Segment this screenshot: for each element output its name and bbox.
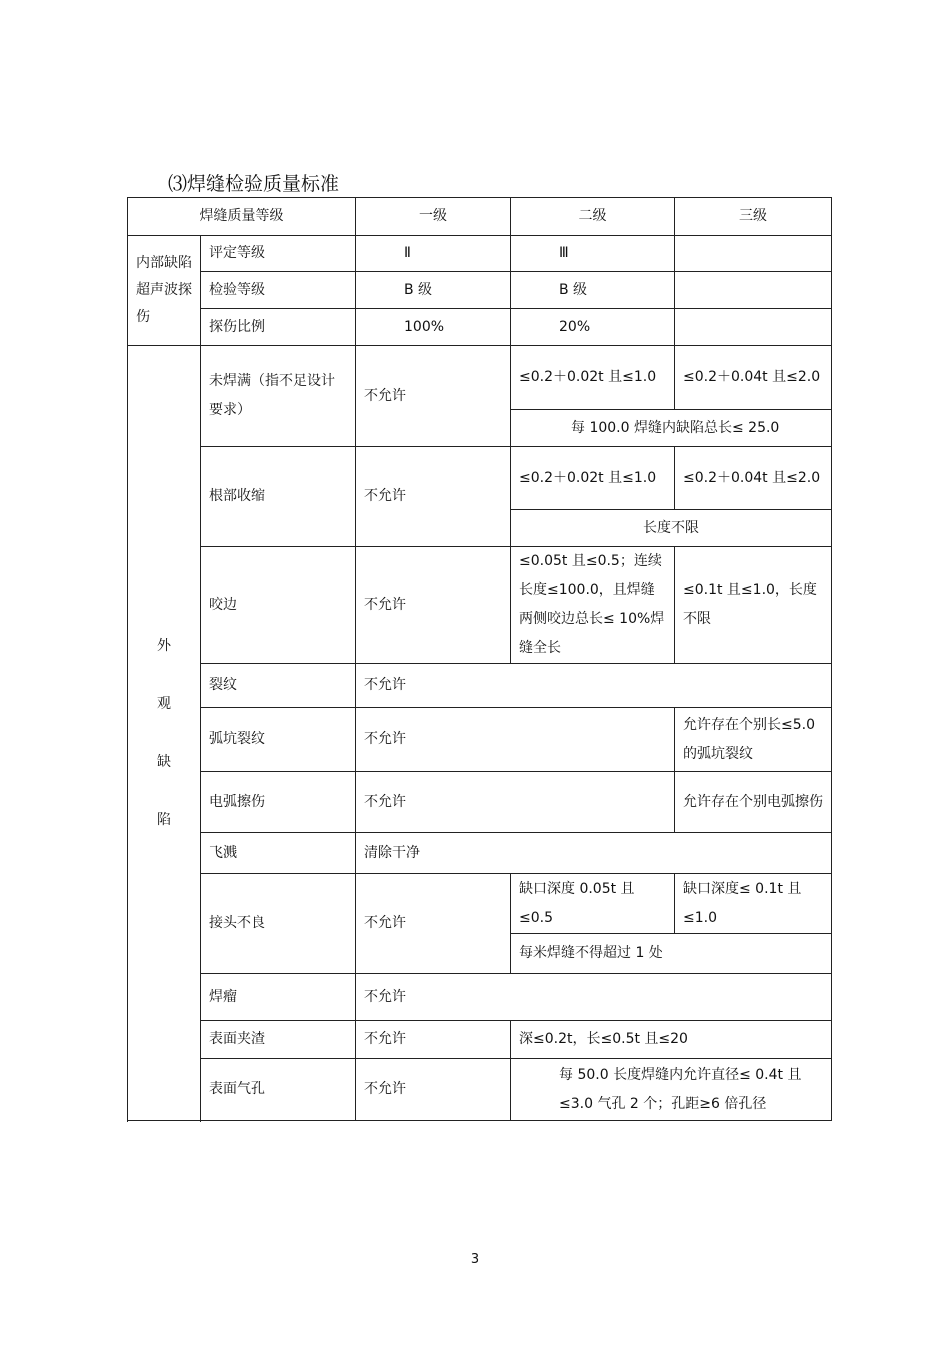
table-row bbox=[128, 772, 832, 833]
table-row bbox=[128, 1059, 832, 1121]
cell-grade-3 bbox=[675, 309, 832, 346]
cell-grade-1: 不允许 bbox=[356, 346, 511, 447]
cell-note: 每米焊缝不得超过 1 处 bbox=[511, 934, 832, 974]
row-label: 电弧擦伤 bbox=[201, 772, 356, 833]
cell-grade-1: 100% bbox=[356, 309, 511, 346]
row-label: 探伤比例 bbox=[201, 309, 356, 346]
section-title: ⑶焊缝检验质量标准 bbox=[168, 173, 340, 195]
row-label: 表面夹渣 bbox=[201, 1021, 356, 1059]
table-row bbox=[128, 447, 832, 510]
cell-grade-3 bbox=[675, 272, 832, 309]
cell-grade-2: 缺口深度 0.05t 且≤0.5 bbox=[511, 874, 675, 934]
cell-all-grades: 不允许 bbox=[356, 974, 832, 1021]
row-label: 焊瘤 bbox=[201, 974, 356, 1021]
cell-all-grades: 不允许 bbox=[356, 664, 832, 708]
table-row bbox=[128, 547, 832, 664]
cell-grade-2-3: 深≤0.2t，长≤0.5t 且≤20 bbox=[511, 1021, 832, 1059]
weld-quality-table bbox=[127, 197, 832, 1121]
page-number: 3 bbox=[470, 1252, 480, 1267]
cell-grade-1: 不允许 bbox=[356, 1021, 511, 1059]
group-char: 缺 bbox=[157, 754, 171, 770]
cell-grade-2: ≤0.2＋0.02t 且≤1.0 bbox=[511, 447, 675, 510]
header-grade-label: 焊缝质量等级 bbox=[128, 198, 356, 236]
external-defect-group bbox=[128, 346, 201, 1121]
header-grade-3: 三级 bbox=[675, 198, 832, 236]
table-row bbox=[128, 272, 832, 309]
cell-grade-3: ≤0.2＋0.04t 且≤2.0 bbox=[675, 447, 832, 510]
cell-note: 每 100.0 焊缝内缺陷总长≤ 25.0 bbox=[511, 410, 832, 447]
row-label: 接头不良 bbox=[201, 874, 356, 974]
table-row bbox=[128, 974, 832, 1021]
table-row bbox=[128, 236, 832, 272]
cell-grade-2: B 级 bbox=[511, 272, 675, 309]
table-row bbox=[128, 664, 832, 708]
row-label: 未焊满（指不足设计要求） bbox=[201, 346, 356, 447]
cell-grade-2: ≤0.05t 且≤0.5；连续长度≤100.0，且焊缝两侧咬边总长≤ 10%焊缝全长 bbox=[511, 547, 675, 664]
cell-grade-3: 缺口深度≤ 0.1t 且≤1.0 bbox=[675, 874, 832, 934]
row-label: 弧坑裂纹 bbox=[201, 708, 356, 772]
group-char: 观 bbox=[157, 696, 171, 712]
cell-grade-3: 允许存在个别长≤5.0 的弧坑裂纹 bbox=[675, 708, 832, 772]
group-char: 陷 bbox=[157, 812, 171, 828]
table-row bbox=[128, 309, 832, 346]
row-label: 检验等级 bbox=[201, 272, 356, 309]
header-grade-1: 一级 bbox=[356, 198, 511, 236]
cell-all-grades: 清除干净 bbox=[356, 833, 832, 874]
cell-grade-2-3: 每 50.0 长度焊缝内允许直径≤ 0.4t 且≤3.0 气孔 2 个；孔距≥6 倍孔径 bbox=[511, 1059, 832, 1121]
cell-note: 长度不限 bbox=[511, 510, 832, 547]
cell-grade-1: 不允许 bbox=[356, 874, 511, 974]
cell-grade-3: ≤0.2＋0.04t 且≤2.0 bbox=[675, 346, 832, 410]
group-char: 外 bbox=[157, 638, 171, 654]
table-row bbox=[128, 708, 832, 772]
cell-grade-2: 20% bbox=[511, 309, 675, 346]
cell-grade-2: Ⅲ bbox=[511, 236, 675, 272]
cell-grade-1-2: 不允许 bbox=[356, 772, 675, 833]
cell-grade-1: Ⅱ bbox=[356, 236, 511, 272]
cell-grade-3: ≤0.1t 且≤1.0，长度不限 bbox=[675, 547, 832, 664]
table-row bbox=[128, 1021, 832, 1059]
table-row bbox=[128, 874, 832, 934]
cell-grade-1: B 级 bbox=[356, 272, 511, 309]
cell-grade-2: ≤0.2＋0.02t 且≤1.0 bbox=[511, 346, 675, 410]
row-label: 表面气孔 bbox=[201, 1059, 356, 1121]
row-label: 根部收缩 bbox=[201, 447, 356, 547]
table-row bbox=[128, 346, 832, 410]
cell-grade-1: 不允许 bbox=[356, 1059, 511, 1121]
internal-defect-group: 内部缺陷超声波探伤 bbox=[128, 236, 201, 346]
row-label: 评定等级 bbox=[201, 236, 356, 272]
header-grade-2: 二级 bbox=[511, 198, 675, 236]
cell-grade-1-2: 不允许 bbox=[356, 708, 675, 772]
cell-grade-1: 不允许 bbox=[356, 447, 511, 547]
cell-grade-3: 允许存在个别电弧擦伤 bbox=[675, 772, 832, 833]
table-row bbox=[128, 833, 832, 874]
row-label: 咬边 bbox=[201, 547, 356, 664]
row-label: 飞溅 bbox=[201, 833, 356, 874]
row-label: 裂纹 bbox=[201, 664, 356, 708]
header-row bbox=[128, 198, 832, 236]
cell-grade-3 bbox=[675, 236, 832, 272]
cell-grade-1: 不允许 bbox=[356, 547, 511, 664]
